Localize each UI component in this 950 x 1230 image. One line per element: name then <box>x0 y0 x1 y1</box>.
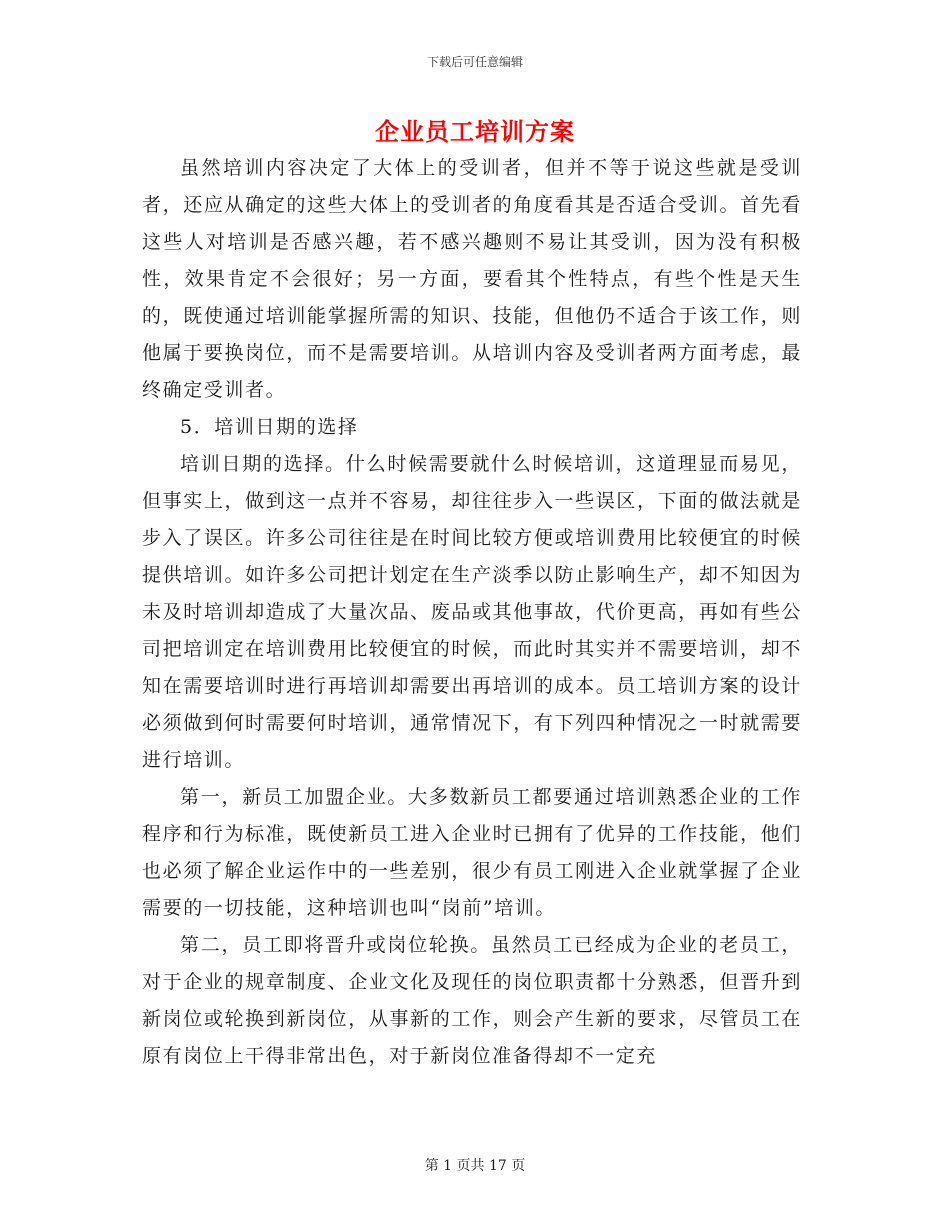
document-title: 企业员工培训方案 <box>375 117 575 146</box>
section-heading-training-date: 5．培训日期的选择 <box>180 416 359 438</box>
paragraph-trainee-selection: 虽然培训内容决定了大体上的受训者，但并不等于说这些就是受训者，还应从确定的这些大体上的受训者的角度看其是否适合受训。首先看这些人对培训是否感兴趣，若不感兴趣则不易让其受训，因为没有积极性，效果肯定不会很好；另一方面，要看其个性特点，有些个性是天生的，既使通过培训能掌握所需的知识、技能，但他仍不适合于该工作，则他属于要换岗位，而不是需要培训。从培训内容及受训者两方面考虑，最终确定受训者。 <box>142 157 802 401</box>
paragraph-promotion-rotation: 第二，员工即将晋升或岗位轮换。虽然员工已经成为企业的老员工，对于企业的规章制度、企业文化及现任的岗位职责都十分熟悉，但晋升到新岗位或轮换到新岗位，从事新的工作，则会产生新的要求，尽管员工在原有岗位上干得非常出色，对于新岗位准备得却不一定充 <box>142 934 802 1067</box>
paragraph-new-employees: 第一，新员工加盟企业。大多数新员工都要通过培训熟悉企业的工作程序和行为标准，既使新员工进入企业时已拥有了优异的工作技能，他们也必须了解企业运作中的一些差别，很少有员工刚进入企业就掌握了企业需要的一切技能，这种培训也叫“岗前”培训。 <box>142 786 802 919</box>
document-body <box>142 150 802 1075</box>
page-header-note: 下载后可任意编辑 <box>426 55 523 69</box>
paragraph-training-date: 培训日期的选择。什么时候需要就什么时候培训，这道理显而易见，但事实上，做到这一点并不容易，却往往步入一些误区，下面的做法就是步入了误区。许多公司往往是在时间比较方便或培训费用比较便宜的时候提供培训。如许多公司把计划定在生产淡季以防止影响生产，却不知因为未及时培训却造成了大量次品、废品或其他事故，代价更高，再如有些公司把培训定在培训费用比较便宜的时候，而此时其实并不需要培训，却不知在需要培训时进行再培训却需要出再培训的成本。员工培训方案的设计必须做到何时需要何时培训，通常情况下，有下列四种情况之一时就需要进行培训。 <box>142 453 802 771</box>
page-footer-number: 第 1 页共 17 页 <box>424 1158 526 1174</box>
